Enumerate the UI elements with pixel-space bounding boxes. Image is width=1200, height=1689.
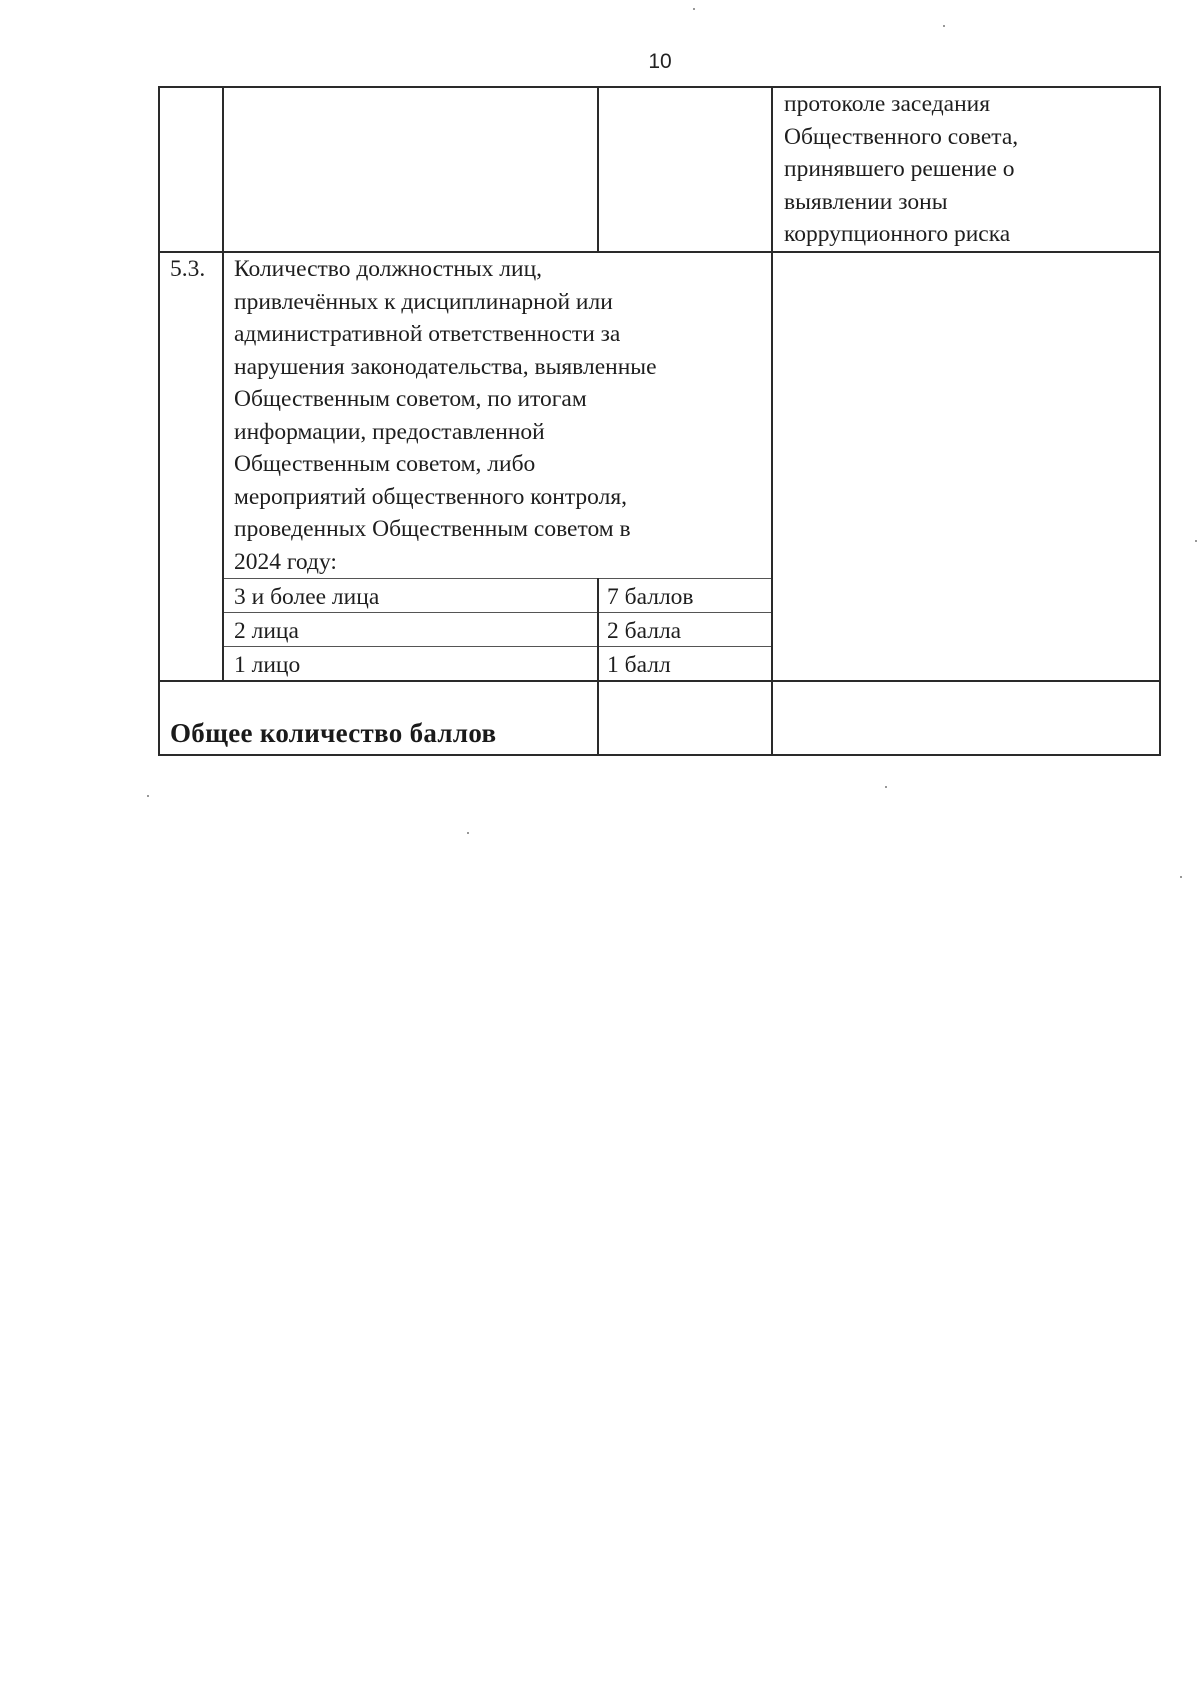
scan-speck — [1195, 540, 1197, 542]
table-border-left — [158, 86, 160, 756]
scan-speck — [467, 832, 469, 834]
scan-speck — [943, 25, 945, 27]
option-criterion-2: 2 лица — [234, 618, 299, 644]
option-score-1: 7 баллов — [607, 584, 694, 610]
column-divider-score-total — [597, 680, 599, 756]
table-border-right — [1159, 86, 1161, 756]
option-score-2: 2 балла — [607, 618, 682, 644]
item-number: 5.3. — [170, 256, 206, 282]
column-divider-note — [771, 86, 773, 756]
scan-speck — [885, 786, 887, 788]
scoring-table — [158, 86, 1160, 756]
continuation-note-cell: протоколе заседания Общественного совета, принявшего решение о выявлении зоны коррупционного риска — [784, 91, 1019, 247]
scan-speck — [1180, 876, 1182, 878]
page-number: 10 — [648, 50, 672, 73]
option-divider-3 — [222, 646, 771, 647]
column-divider-number — [222, 86, 224, 681]
column-divider-score-top — [597, 86, 599, 252]
option-score-3: 1 балл — [607, 652, 671, 678]
scan-speck — [693, 8, 695, 10]
option-divider-1 — [222, 578, 771, 579]
table-border-bottom — [158, 754, 1160, 756]
option-criterion-3: 1 лицо — [234, 652, 301, 678]
column-divider-score-options — [597, 578, 599, 681]
item-description: Количество должностных лиц, привлечённых к дисциплинарной или административной ответственности за нарушения законодательства, выявленные Общественным советом, по итогам информации, предоставленной Общественным советом, либо мероприятий общественного контроля, проведенных Общественным советом в 2024 году: — [234, 256, 657, 575]
option-criterion-1: 3 и более лица — [234, 584, 380, 610]
total-score-label: Общее количество баллов — [170, 718, 497, 748]
scan-speck — [147, 795, 149, 797]
